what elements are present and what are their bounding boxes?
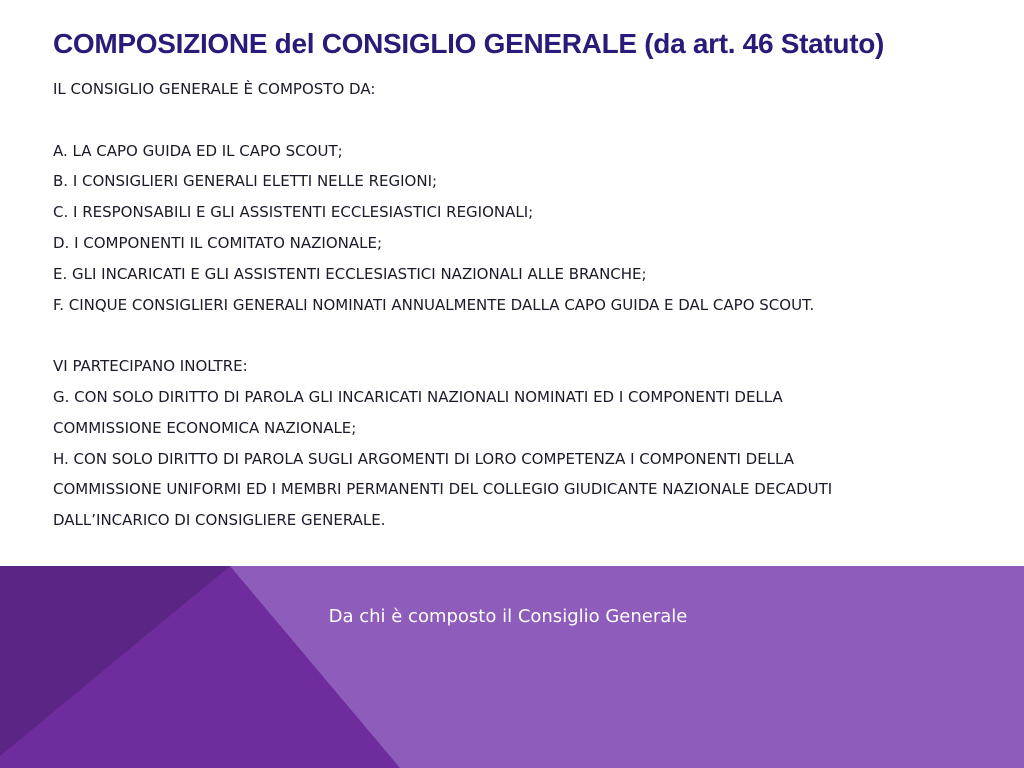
body-line: E. GLI INCARICATI E GLI ASSISTENTI ECCLESIASTICI NAZIONALI ALLE BRANCHE; <box>53 264 647 283</box>
body-line: G. CON SOLO DIRITTO DI PAROLA GLI INCARICATI NAZIONALI NOMINATI ED I COMPONENTI DELLA <box>53 387 783 406</box>
body-line: COMMISSIONE ECONOMICA NAZIONALE; <box>53 418 357 437</box>
slide-body <box>53 74 993 536</box>
body-line: A. LA CAPO GUIDA ED IL CAPO SCOUT; <box>53 141 343 160</box>
body-line <box>53 105 993 136</box>
footer-band <box>0 566 1024 768</box>
body-line: H. CON SOLO DIRITTO DI PAROLA SUGLI ARGOMENTI DI LORO COMPETENZA I COMPONENTI DELLA <box>53 449 794 468</box>
body-line: F. CINQUE CONSIGLIERI GENERALI NOMINATI ANNUALMENTE DALLA CAPO GUIDA E DAL CAPO SCOUT. <box>53 295 815 314</box>
body-line: DALL’INCARICO DI CONSIGLIERE GENERALE. <box>53 511 386 530</box>
body-line: COMMISSIONE UNIFORMI ED I MEMBRI PERMANENTI DEL COLLEGIO GIUDICANTE NAZIONALE DECADUTI <box>53 480 833 499</box>
footer-decoration <box>0 566 1024 768</box>
footer-caption: Da chi è composto il Consiglio Generale <box>328 606 688 627</box>
body-line: B. I CONSIGLIERI GENERALI ELETTI NELLE REGIONI; <box>53 172 438 191</box>
body-line: D. I COMPONENTI IL COMITATO NAZIONALE; <box>53 233 383 252</box>
body-line: C. I RESPONSABILI E GLI ASSISTENTI ECCLESIASTICI REGIONALI; <box>53 203 534 222</box>
body-line <box>53 320 993 351</box>
body-line: VI PARTECIPANO INOLTRE: <box>53 357 248 376</box>
slide-title: COMPOSIZIONE del CONSIGLIO GENERALE (da art. 46 Statuto) <box>53 28 885 59</box>
body-line: IL CONSIGLIO GENERALE È COMPOSTO DA: <box>53 80 376 98</box>
